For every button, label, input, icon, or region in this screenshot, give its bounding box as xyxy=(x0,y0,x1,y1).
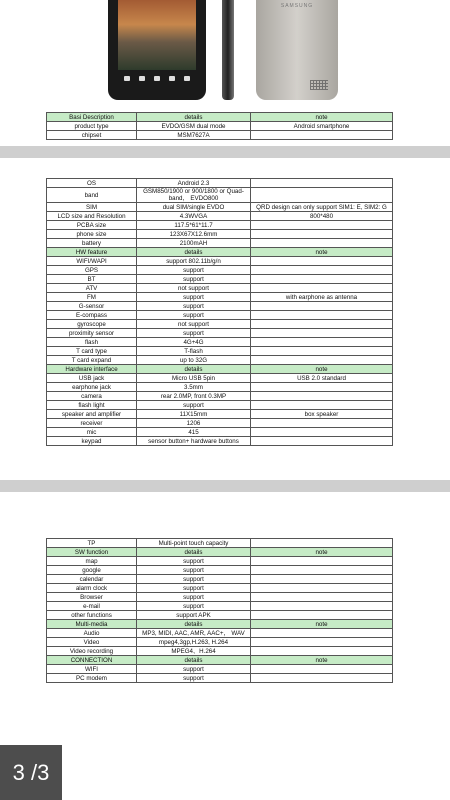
table-cell: details xyxy=(137,548,251,557)
table-cell xyxy=(251,320,393,329)
table-cell: other functions xyxy=(47,611,137,620)
table-cell: GPS xyxy=(47,266,137,275)
spec-table-hardware xyxy=(46,178,393,446)
table-row xyxy=(47,584,393,593)
table-cell: support xyxy=(137,602,251,611)
table-row xyxy=(47,275,393,284)
table-cell xyxy=(251,338,393,347)
table-cell: Android 2.3 xyxy=(137,179,251,188)
table-row xyxy=(47,212,393,221)
table-cell: T card expand xyxy=(47,356,137,365)
table-cell xyxy=(251,230,393,239)
table-cell: calendar xyxy=(47,575,137,584)
table-cell: support xyxy=(137,566,251,575)
table-row xyxy=(47,293,393,302)
table-cell: e-mail xyxy=(47,602,137,611)
table-row xyxy=(47,665,393,674)
table-cell xyxy=(251,566,393,575)
table-row xyxy=(47,611,393,620)
table-section-header xyxy=(47,656,393,665)
table-row xyxy=(47,131,393,140)
table-cell: OS xyxy=(47,179,137,188)
table-cell xyxy=(251,257,393,266)
table-cell: camera xyxy=(47,392,137,401)
table-cell xyxy=(251,557,393,566)
table-cell: SW function xyxy=(47,548,137,557)
table-cell xyxy=(251,419,393,428)
table-cell: flash xyxy=(47,338,137,347)
table-cell xyxy=(251,392,393,401)
phone-brand-logo: SAMSUNG xyxy=(280,3,314,9)
table-cell: speaker and amplifier xyxy=(47,410,137,419)
table-cell: support xyxy=(137,674,251,683)
table-cell: support xyxy=(137,275,251,284)
table-cell: QRD design can only support SIM1: E, SIM2: G xyxy=(251,203,393,212)
table-cell xyxy=(251,179,393,188)
table-cell xyxy=(251,329,393,338)
table-row xyxy=(47,401,393,410)
table-row xyxy=(47,221,393,230)
table-row xyxy=(47,203,393,212)
table-section-header xyxy=(47,548,393,557)
table-cell xyxy=(251,638,393,647)
table-cell: sensor button+ hardware buttons xyxy=(137,437,251,446)
table-row xyxy=(47,674,393,683)
table-row xyxy=(47,575,393,584)
table-cell: support xyxy=(137,584,251,593)
table-cell: 117.5*61*11.7 xyxy=(137,221,251,230)
table-cell: support xyxy=(137,311,251,320)
table-cell: mic xyxy=(47,428,137,437)
table-cell: google xyxy=(47,566,137,575)
spec-page-1 xyxy=(0,0,450,146)
table-cell: battery xyxy=(47,239,137,248)
table-row xyxy=(47,320,393,329)
table-cell: note xyxy=(251,113,393,122)
table-cell: Basi Description xyxy=(47,113,137,122)
table-row xyxy=(47,188,393,203)
table-cell: not support xyxy=(137,284,251,293)
table-cell xyxy=(251,188,393,203)
table-cell: 4G+4G xyxy=(137,338,251,347)
table-cell: details xyxy=(137,113,251,122)
table-cell: 4.3WVGA xyxy=(137,212,251,221)
spec-page-2 xyxy=(0,158,450,480)
table-cell: receiver xyxy=(47,419,137,428)
table-cell xyxy=(251,665,393,674)
table-cell xyxy=(251,611,393,620)
table-cell: CONNECTION xyxy=(47,656,137,665)
table-row xyxy=(47,266,393,275)
phone-front-image xyxy=(108,0,206,100)
table-cell: ATV xyxy=(47,284,137,293)
table-cell: TP xyxy=(47,539,137,548)
table-section-header xyxy=(47,113,393,122)
table-cell: Video xyxy=(47,638,137,647)
table-cell xyxy=(251,401,393,410)
table-row xyxy=(47,302,393,311)
table-cell: product type xyxy=(47,122,137,131)
table-cell: up to 32G xyxy=(137,356,251,365)
table-cell xyxy=(251,302,393,311)
table-cell xyxy=(251,539,393,548)
table-cell xyxy=(251,284,393,293)
table-row xyxy=(47,230,393,239)
table-cell: LCD size and Resolution xyxy=(47,212,137,221)
table-cell: MPEG4、H.264 xyxy=(137,647,251,656)
table-section-header xyxy=(47,248,393,257)
table-row xyxy=(47,374,393,383)
table-cell: Browser xyxy=(47,593,137,602)
table-cell: note xyxy=(251,620,393,629)
table-cell: support xyxy=(137,575,251,584)
table-cell: rear 2.0MP, front 0.3MP xyxy=(137,392,251,401)
table-section-header xyxy=(47,620,393,629)
table-row xyxy=(47,638,393,647)
table-row xyxy=(47,338,393,347)
table-cell: note xyxy=(251,365,393,374)
table-cell: 11X15mm xyxy=(137,410,251,419)
table-cell: dual SIM/single EVDO xyxy=(137,203,251,212)
table-row xyxy=(47,239,393,248)
table-cell: 800*480 xyxy=(251,212,393,221)
table-cell: details xyxy=(137,248,251,257)
table-row xyxy=(47,593,393,602)
table-row xyxy=(47,647,393,656)
table-cell: 2100mAH xyxy=(137,239,251,248)
table-row xyxy=(47,347,393,356)
table-cell: BT xyxy=(47,275,137,284)
table-cell: T card type xyxy=(47,347,137,356)
table-cell xyxy=(251,239,393,248)
table-cell xyxy=(251,629,393,638)
spec-table-software xyxy=(46,538,393,683)
table-row xyxy=(47,437,393,446)
table-row xyxy=(47,356,393,365)
phone-dock-icons xyxy=(120,74,194,82)
table-cell: with earphone as antenna xyxy=(251,293,393,302)
table-cell: support xyxy=(137,266,251,275)
table-cell xyxy=(251,311,393,320)
table-cell: USB jack xyxy=(47,374,137,383)
table-cell xyxy=(251,602,393,611)
table-row xyxy=(47,311,393,320)
table-cell: band xyxy=(47,188,137,203)
table-cell: 415 xyxy=(137,428,251,437)
table-row xyxy=(47,629,393,638)
table-cell: support xyxy=(137,593,251,602)
table-cell: USB 2.0 standard xyxy=(251,374,393,383)
table-cell: 3.5mm xyxy=(137,383,251,392)
table-cell: chipset xyxy=(47,131,137,140)
table-cell: support xyxy=(137,329,251,338)
table-cell xyxy=(251,266,393,275)
table-cell: SIM xyxy=(47,203,137,212)
table-row xyxy=(47,539,393,548)
table-cell: HW feature xyxy=(47,248,137,257)
table-cell xyxy=(251,131,393,140)
table-cell xyxy=(251,584,393,593)
table-row xyxy=(47,284,393,293)
table-cell: details xyxy=(137,656,251,665)
table-cell: details xyxy=(137,620,251,629)
table-row xyxy=(47,392,393,401)
table-cell: MSM7627A xyxy=(137,131,251,140)
page-counter-button[interactable]: 3 /3 xyxy=(0,745,62,800)
table-cell: Audio xyxy=(47,629,137,638)
table-cell: Video recording xyxy=(47,647,137,656)
table-cell xyxy=(251,674,393,683)
table-cell: 123X67X12.6mm xyxy=(137,230,251,239)
table-row xyxy=(47,428,393,437)
table-row xyxy=(47,566,393,575)
table-cell: support xyxy=(137,665,251,674)
table-cell xyxy=(251,383,393,392)
table-row xyxy=(47,122,393,131)
table-row xyxy=(47,602,393,611)
table-cell xyxy=(251,647,393,656)
phone-side-image xyxy=(222,0,234,100)
table-cell: PCBA size xyxy=(47,221,137,230)
table-cell xyxy=(251,221,393,230)
table-cell: PC modem xyxy=(47,674,137,683)
table-cell xyxy=(251,575,393,584)
spec-table-basic xyxy=(46,112,393,140)
table-section-header xyxy=(47,365,393,374)
table-cell: phone size xyxy=(47,230,137,239)
table-row xyxy=(47,257,393,266)
table-cell: gyroscope xyxy=(47,320,137,329)
table-cell: details xyxy=(137,365,251,374)
table-cell xyxy=(251,347,393,356)
table-cell: Multi-point touch capacity xyxy=(137,539,251,548)
table-cell: Multi-media xyxy=(47,620,137,629)
table-row xyxy=(47,410,393,419)
table-cell: flash light xyxy=(47,401,137,410)
table-cell: support xyxy=(137,401,251,410)
table-cell xyxy=(251,593,393,602)
table-cell: note xyxy=(251,656,393,665)
table-cell xyxy=(251,428,393,437)
table-cell: note xyxy=(251,548,393,557)
table-cell xyxy=(251,437,393,446)
table-cell xyxy=(251,275,393,284)
table-cell: WIFI/WAPI xyxy=(47,257,137,266)
table-cell: box speaker xyxy=(251,410,393,419)
table-cell: support xyxy=(137,293,251,302)
table-cell: WIFI xyxy=(47,665,137,674)
table-cell: G-sensor xyxy=(47,302,137,311)
table-cell: T-flash xyxy=(137,347,251,356)
table-cell: MP3, MIDI, AAC, AMR, AAC+， WAV xyxy=(137,629,251,638)
table-cell: mpeg4,3gp,H.263, H.264 xyxy=(137,638,251,647)
table-cell: support xyxy=(137,302,251,311)
table-cell: E-compass xyxy=(47,311,137,320)
table-cell: keypad xyxy=(47,437,137,446)
table-cell: not support xyxy=(137,320,251,329)
spec-page-3 xyxy=(0,492,450,800)
table-row xyxy=(47,329,393,338)
table-cell: map xyxy=(47,557,137,566)
phone-back-image xyxy=(256,0,338,100)
table-cell: EVDO/GSM dual mode xyxy=(137,122,251,131)
table-cell: earphone jack xyxy=(47,383,137,392)
table-row xyxy=(47,419,393,428)
table-cell: FM xyxy=(47,293,137,302)
table-cell: support 802.11b/g/n xyxy=(137,257,251,266)
table-row xyxy=(47,179,393,188)
table-cell: support APK xyxy=(137,611,251,620)
table-cell xyxy=(251,356,393,365)
table-cell: note xyxy=(251,248,393,257)
table-cell: Micro USB 5pin xyxy=(137,374,251,383)
table-row xyxy=(47,557,393,566)
table-cell: proximity sensor xyxy=(47,329,137,338)
table-cell: Android smartphone xyxy=(251,122,393,131)
table-row xyxy=(47,383,393,392)
table-cell: 1206 xyxy=(137,419,251,428)
phone-screen xyxy=(118,0,196,70)
speaker-grill xyxy=(310,80,328,90)
table-cell: support xyxy=(137,557,251,566)
table-cell: GSM850/1900 or 900/1800 or Quad-band， EVDO800 xyxy=(137,188,251,203)
table-cell: alarm clock xyxy=(47,584,137,593)
table-cell: Hardware interface xyxy=(47,365,137,374)
